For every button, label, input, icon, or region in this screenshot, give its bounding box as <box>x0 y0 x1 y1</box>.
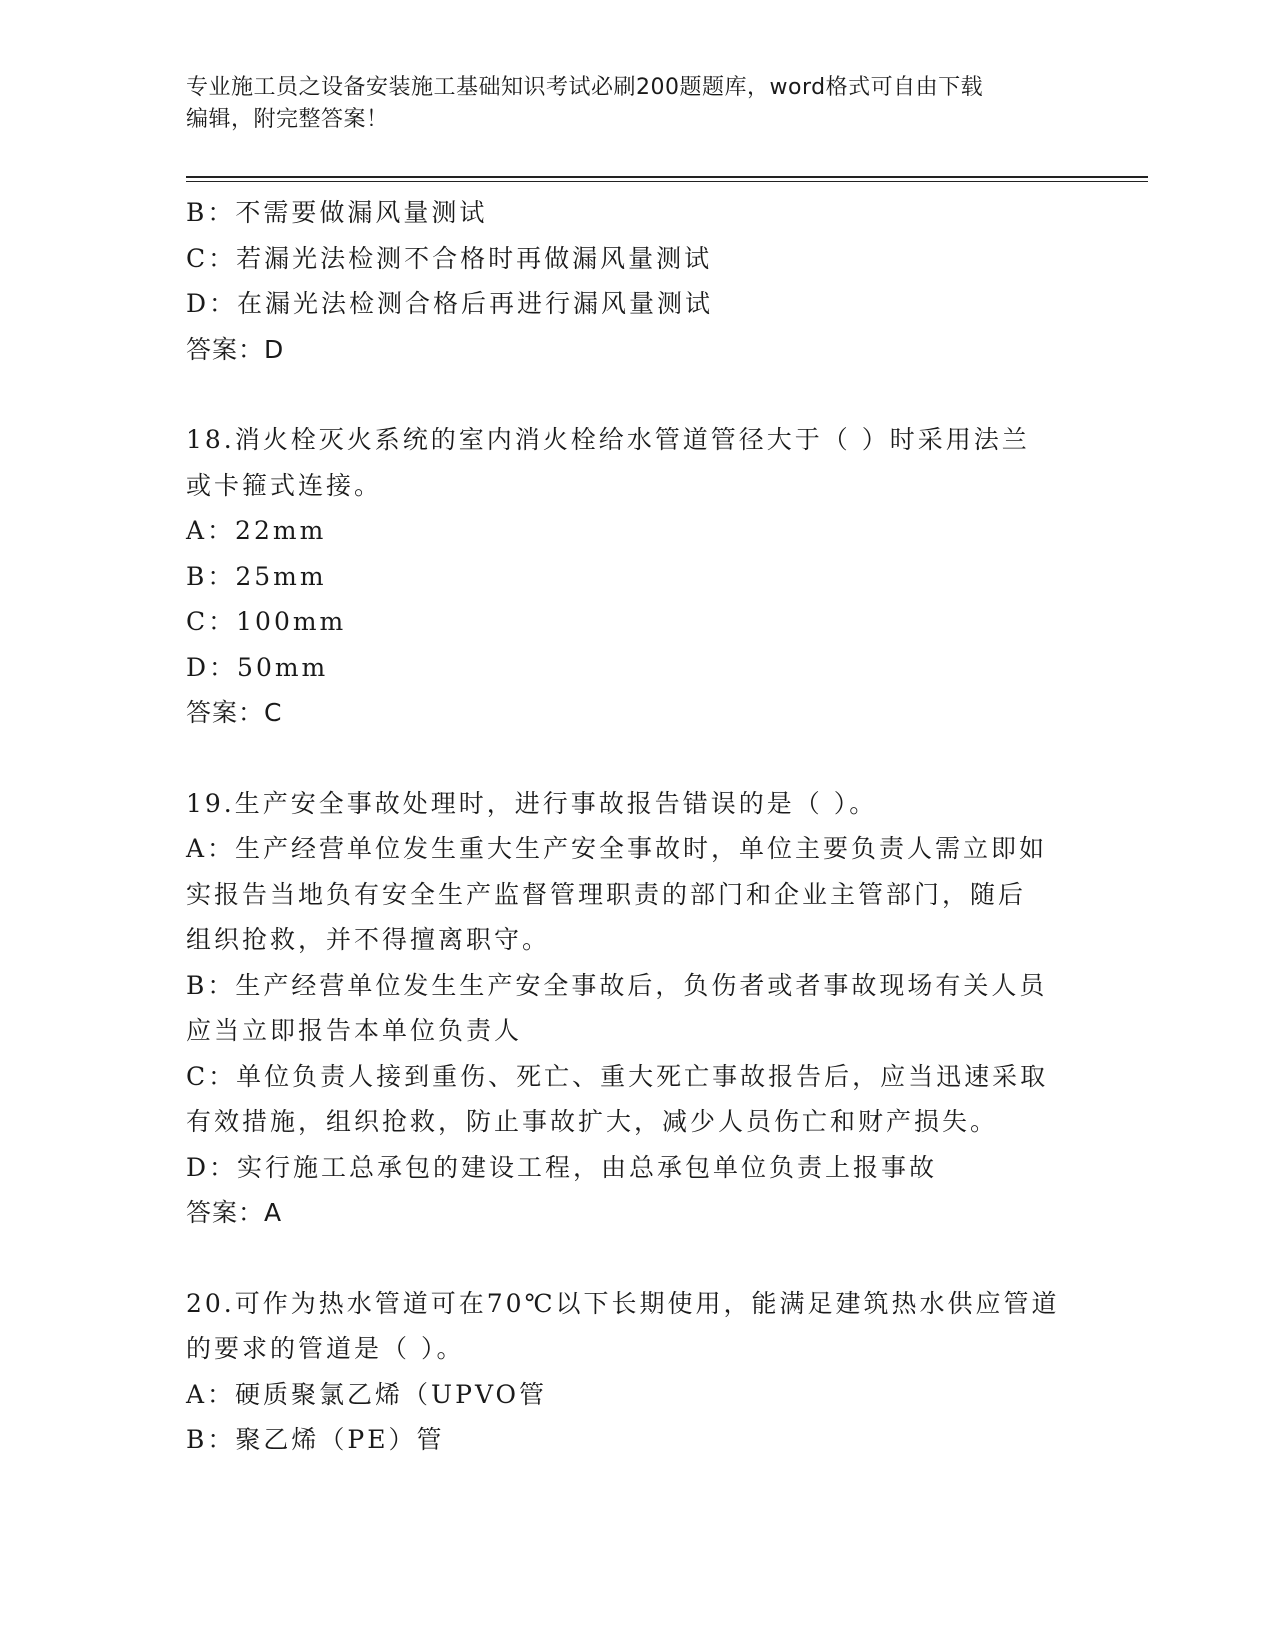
question-17-tail <box>186 190 1086 372</box>
header-divider-thick <box>186 176 1148 178</box>
option-b-line-1: B：生产经营单位发生生产安全事故后，负伤者或者事故现场有关人员 <box>186 970 1048 1000</box>
question-stem-line-1: 20.可作为热水管道可在70℃以下长期使用，能满足建筑热水供应管道 <box>186 1288 1060 1318</box>
header-title-line-2: 编辑，附完整答案！ <box>186 107 389 132</box>
option-d: D：在漏光法检测合格后再进行漏风量测试 <box>186 289 714 318</box>
option-d: D：实行施工总承包的建设工程，由总承包单位负责上报事故 <box>186 1152 938 1182</box>
option-c: C：100mm <box>186 607 347 636</box>
question-stem: 19.生产安全事故处理时，进行事故报告错误的是（ ）。 <box>186 788 878 818</box>
answer-line: 答案：C <box>186 698 283 727</box>
answer-line: 答案：A <box>186 1198 283 1227</box>
question-19 <box>186 781 1086 1236</box>
option-a-line-1: A：生产经营单位发生重大生产安全事故时，单位主要负责人需立即如 <box>186 834 1048 863</box>
page-header <box>186 72 1066 136</box>
question-18 <box>186 417 1086 736</box>
answer-line: 答案：D <box>186 334 285 364</box>
option-d: D：50mm <box>186 652 329 682</box>
document-body <box>186 190 1086 1463</box>
option-b-line-2: 应当立即报告本单位负责人 <box>186 1016 523 1045</box>
header-title-line-1: 专业施工员之设备安装施工基础知识考试必刷200题题库，word格式可自由下载 <box>186 75 984 100</box>
option-b: B：25mm <box>186 561 327 591</box>
option-c-line-2: 有效措施，组织抢救，防止事故扩大，减少人员伤亡和财产损失。 <box>186 1107 999 1136</box>
option-b: B：聚乙烯（PE）管 <box>186 1425 445 1454</box>
option-a-line-2: 实报告当地负有安全生产监督管理职责的部门和企业主管部门，随后 <box>186 879 1027 909</box>
question-stem-line-2: 或卡箍式连接。 <box>186 470 383 500</box>
option-c-line-1: C：单位负责人接到重伤、死亡、重大死亡事故报告后，应当迅速采取 <box>186 1061 1049 1091</box>
option-a-line-3: 组织抢救，并不得擅离职守。 <box>186 925 551 954</box>
question-stem-line-1: 18.消火栓灭火系统的室内消火栓给水管道管径大于（ ）时采用法兰 <box>186 425 1030 454</box>
option-a: A：硬质聚氯乙烯（UPVO管 <box>186 1379 548 1409</box>
option-b: B：不需要做漏风量测试 <box>186 198 488 227</box>
header-divider-thin <box>186 181 1148 182</box>
option-a: A：22mm <box>186 516 327 545</box>
question-stem-line-2: 的要求的管道是（ ）。 <box>186 1334 465 1363</box>
question-20 <box>186 1281 1086 1463</box>
option-c: C：若漏光法检测不合格时再做漏风量测试 <box>186 243 713 273</box>
